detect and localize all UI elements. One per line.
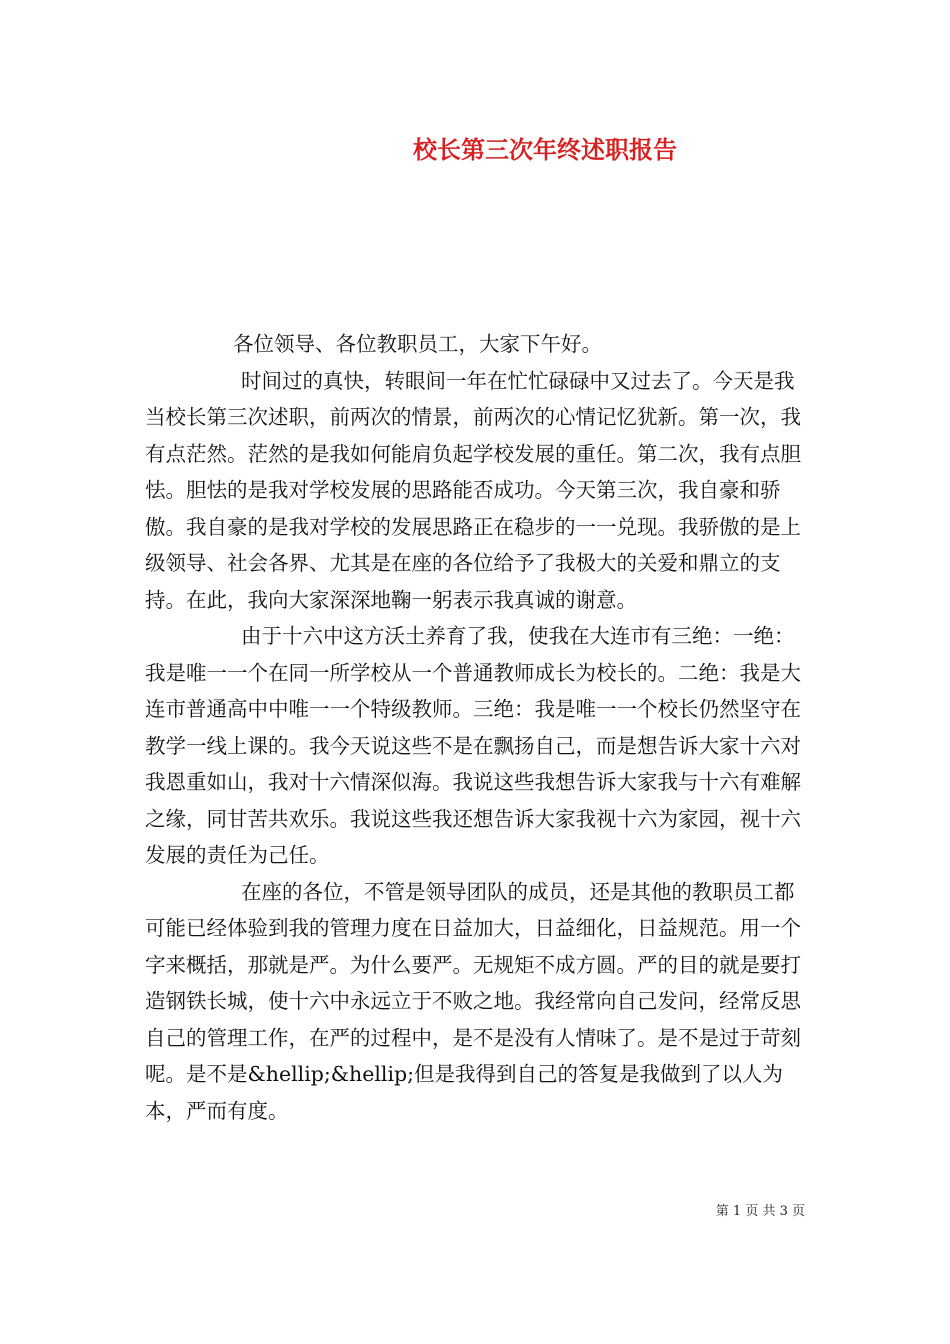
paragraph-1: 时间过的真快，转眼间一年在忙忙碌碌中又过去了。今天是我当校长第三次述职，前两次的情景，前两次的心情记忆犹新。第一次，我有点茫然。茫然的是我如何能肩负起学校发展的重任。第二次，我有点胆怯。胆怯的是我对学校发展的思路能否成功。今天第三次，我自豪和骄傲。我自豪的是我对学校的发展思路正在稳步的一一兑现。我骄傲的是上级领导、社会各界、尤其是在座的各位给予了我极大的关爱和鼎立的支持。在此，我向大家深深地鞠一躬表示我真诚的谢意。 [145,368,801,612]
paragraph-3: 在座的各位，不管是领导团队的成员，还是其他的教职员工都可能已经体验到我的管理力度在日益加大，日益细化，日益规范。用一个字来概括，那就是严。为什么要严。无规矩不成方圆。严的目的就是要打造钢铁长城，使十六中永远立于不败之地。我经常向自己发问，经常反思自己的管理工作，在严的过程中，是不是没有人情味了。是不是过于苛刻呢。是不是&hellip;&hellip;但是我得到自己的答复是我做到了以人为本，严而有度。 [145,879,801,1123]
paragraph-2: 由于十六中这方沃土养育了我，使我在大连市有三绝：一绝：我是唯一一个在同一所学校从一个普通教师成长为校长的。二绝：我是大连市普通高中中唯一一个特级教师。三绝：我是唯一一个校长仍然坚守在教学一线上课的。我今天说这些不是在飘扬自己，而是想告诉大家十六对我恩重如山，我对十六情深似海。我说这些我想告诉大家我与十六有难解之缘，同甘苦共欢乐。我说这些我还想告诉大家我视十六为家园，视十六发展的责任为己任。 [145,624,801,867]
page-number-footer: 第 1 页 共 3 页 [715,1204,805,1219]
paragraph-greeting: 各位领导、各位教职员工，大家下午好。 [233,332,602,356]
document-title: 校长第三次年终述职报告 [413,135,677,164]
document-body [145,326,805,1129]
